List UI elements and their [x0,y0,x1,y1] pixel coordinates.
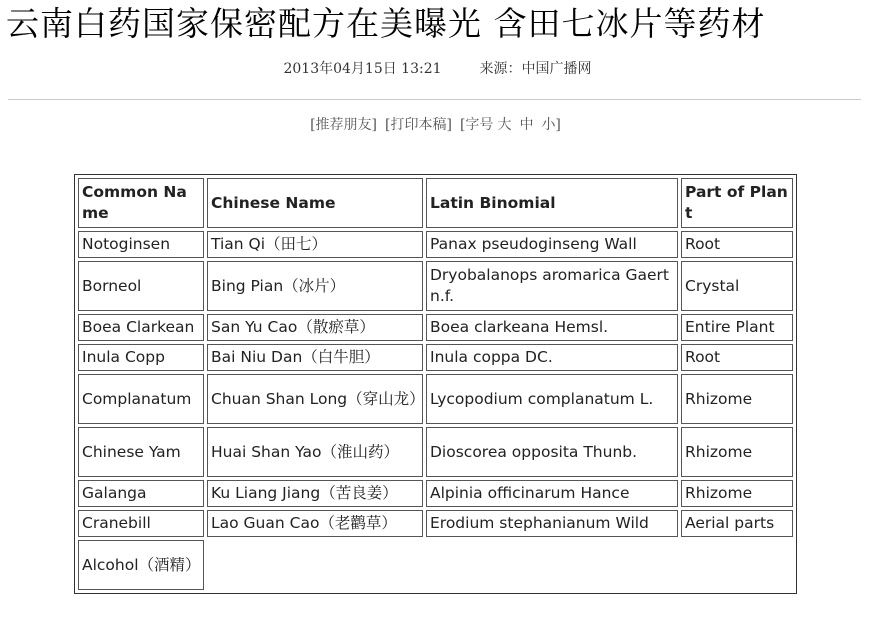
table-row [78,480,793,507]
cell-chinese-name: Huai Shan Yao（淮山药） [207,427,423,477]
table-row [78,344,793,371]
cell-part-of-plant: Rhizome [681,374,793,424]
publish-date: 2013年04月15日 13:21 [283,61,442,77]
cell-common-name: Alcohol（酒精） [78,540,204,590]
cell-part-of-plant: Entire Plant [681,314,793,341]
table-row [78,231,793,258]
recommend-friend-link[interactable]: [推荐朋友] [310,117,378,133]
cell-common-name: Complanatum [78,374,204,424]
article-title: 云南白药国家保密配方在美曝光 含田七冰片等药材 [6,4,766,43]
cell-part-of-plant: Root [681,231,793,258]
cell-chinese-name: Chuan Shan Long（穿山龙） [207,374,423,424]
article-toolbar [0,114,875,134]
column-header-common-name: Common Name [78,178,204,228]
cell-common-name: Notoginsen [78,231,204,258]
cell-part-of-plant: Aerial parts [681,510,793,537]
cell-common-name: Galanga [78,480,204,507]
title-divider [8,99,861,100]
cell-chinese-name: Bing Pian（冰片） [207,261,423,311]
column-header-part-of-plant: Part of Plant [681,178,793,228]
font-size-small-link[interactable]: 小] [541,117,561,133]
cell-chinese-name: Tian Qi（田七） [207,231,423,258]
table-row [78,314,793,341]
column-header-chinese-name: Chinese Name [207,178,423,228]
column-header-latin-binomial: Latin Binomial [426,178,678,228]
table-row [78,427,793,477]
cell-part-of-plant: Root [681,344,793,371]
cell-latin-binomial: Dryobalanops aromarica Gaertn.f. [426,261,678,311]
ingredients-table [74,174,797,594]
cell-latin-binomial: Dioscorea opposita Thunb. [426,427,678,477]
cell-chinese-name: San Yu Cao（散瘀草） [207,314,423,341]
cell-latin-binomial: Inula coppa DC. [426,344,678,371]
cell-chinese-name: Lao Guan Cao（老鹳草） [207,510,423,537]
cell-latin-binomial: Erodium stephanianum Wild [426,510,678,537]
font-size-medium-link[interactable]: 中 [519,117,534,133]
cell-latin-binomial: Lycopodium complanatum L. [426,374,678,424]
cell-common-name: Borneol [78,261,204,311]
cell-common-name: Boea Clarkean [78,314,204,341]
cell-common-name: Chinese Yam [78,427,204,477]
font-size-label: [字号 [459,117,494,133]
table-row [78,540,793,590]
cell-chinese-name: Ku Liang Jiang（苦良姜） [207,480,423,507]
article-source: 来源：中国广播网 [479,61,592,77]
cell-latin-binomial: Boea clarkeana Hemsl. [426,314,678,341]
cell-latin-binomial: Alpinia officinarum Hance [426,480,678,507]
cell-part-of-plant: Crystal [681,261,793,311]
cell-chinese-name: Bai Niu Dan（白牛胆） [207,344,423,371]
table-row [78,374,793,424]
cell-common-name: Inula Copp [78,344,204,371]
cell-part-of-plant: Rhizome [681,480,793,507]
table-row [78,510,793,537]
cell-latin-binomial: Panax pseudoginseng Wall [426,231,678,258]
table-header-row [78,178,793,228]
print-article-link[interactable]: [打印本稿] [385,117,452,133]
font-size-large-link[interactable]: 大 [497,117,512,133]
cell-common-name: Cranebill [78,510,204,537]
cell-part-of-plant: Rhizome [681,427,793,477]
table-row [78,261,793,311]
article-meta [0,58,875,78]
